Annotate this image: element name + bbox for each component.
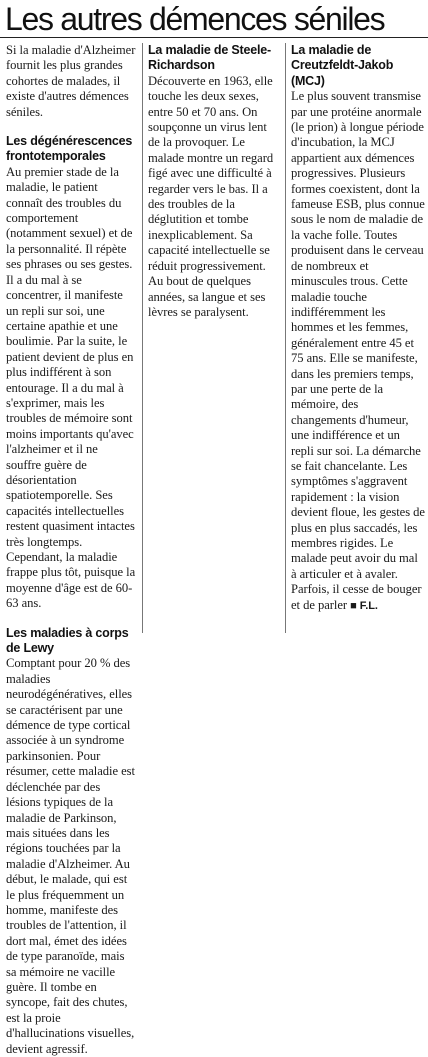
title-rule — [0, 37, 428, 38]
heading-mcj: La maladie de Creutzfeldt-Jakob (MCJ) — [291, 43, 394, 88]
heading-steele-richardson: La maladie de Steele-Richardson — [148, 43, 271, 73]
heading-frontotemporal: Les dégénérescences frontotemporales — [6, 134, 133, 164]
body-lewy: Comptant pour 20 % des maladies neurodégénératives, elles se caractérisent par une démence de type cortical associée à un syndrome parkinsonien. Pour résumer, cette maladie est déclenchée par des lésions typiques de la maladie de Parkinson, mais situées dans les régions touchées par la maladie d'Alzheimer. Au début, le malade, qui est le plus fréquemment un homme, manifeste des troubles de l'attention, il dort mal, émet des idées de type paranoïde, mais sa mémoire ne vacille guère. Il tombe en syncope, fait des chutes, est la proie d'hallucinations visuelles, devient agressif. — [6, 656, 135, 1056]
body-frontotemporal: Au premier stade de la maladie, le patient connaît des troubles du comportement (notamment sexuel) et de la personnalité. Il répète ses phrases ou ses gestes. Il a du mal à se concentrer, il manifeste un repli sur soi, une certaine apathie et une boulimie. Par la suite, le patient devient de plus en plus indifférent à son entourage. Il a du mal à s'exprimer, mais les troubles de mémoire sont moins importants qu'avec l'alzheimer et il ne souffre guère de désorientation spatiotemporelle. Ses capacités intellectuelles restent quasiment intactes très longtemps. Cependant, la maladie frappe plus tôt, puisque la moyenne d'âge est de 60-63 ans. — [6, 164, 136, 611]
column-divider — [285, 43, 286, 633]
heading-lewy: Les maladies à corps de Lewy — [6, 625, 129, 656]
article-title: Les autres démences séniles — [5, 1, 385, 37]
column-3 — [291, 43, 425, 633]
column-2 — [148, 43, 278, 633]
column-1 — [6, 43, 136, 1056]
body-mcj-paragraph — [291, 89, 425, 614]
body-steele-richardson: Découverte en 1963, elle touche les deux sexes, entre 50 et 70 ans. On soupçonne un virus lent de la provoquer. Le malade montre un regard figé avec une difficulté à regarder vers le bas. Il a des troubles de la déglutition et tombe inexplicablement. Sa capacité intellectuelle se réduit progressivement. Au bout de quelques années, sa langue et ses lèvres se paralysent. — [148, 73, 274, 319]
body-mcj: Le plus souvent transmise par une protéine anormale (le prion) à longue période d'incubation, la MCJ appartient aux démences progressives. Plusieurs formes coexistent, dont la fameuse ESB, plus connue sous le nom de maladie de la vache folle. Toutes produisent dans le cerveau de nombreux et minuscules trous. Cette maladie touche indifféremment les hommes et les femmes, généralement entre 45 et 75 ans. Elle se manifeste, dans les premiers temps, par une perte de la mémoire, des changements d'humeur, une indifférence et un repli sur soi. La démarche se fait chancelante. Les symptômes s'aggravent rapidement : la vision devient floue, les gestes de plus en plus saccadés, les membres rigides. Le malade peut avoir du mal à articuler et à avaler. Parfois, il cesse de bouger et de parler — [291, 89, 425, 612]
author-signature: ■ F.L. — [350, 599, 378, 612]
column-divider — [142, 43, 143, 633]
article-intro: Si la maladie d'Alzheimer fournit les plus grandes cohortes de malades, il existe d'autres démences séniles. — [6, 43, 136, 119]
